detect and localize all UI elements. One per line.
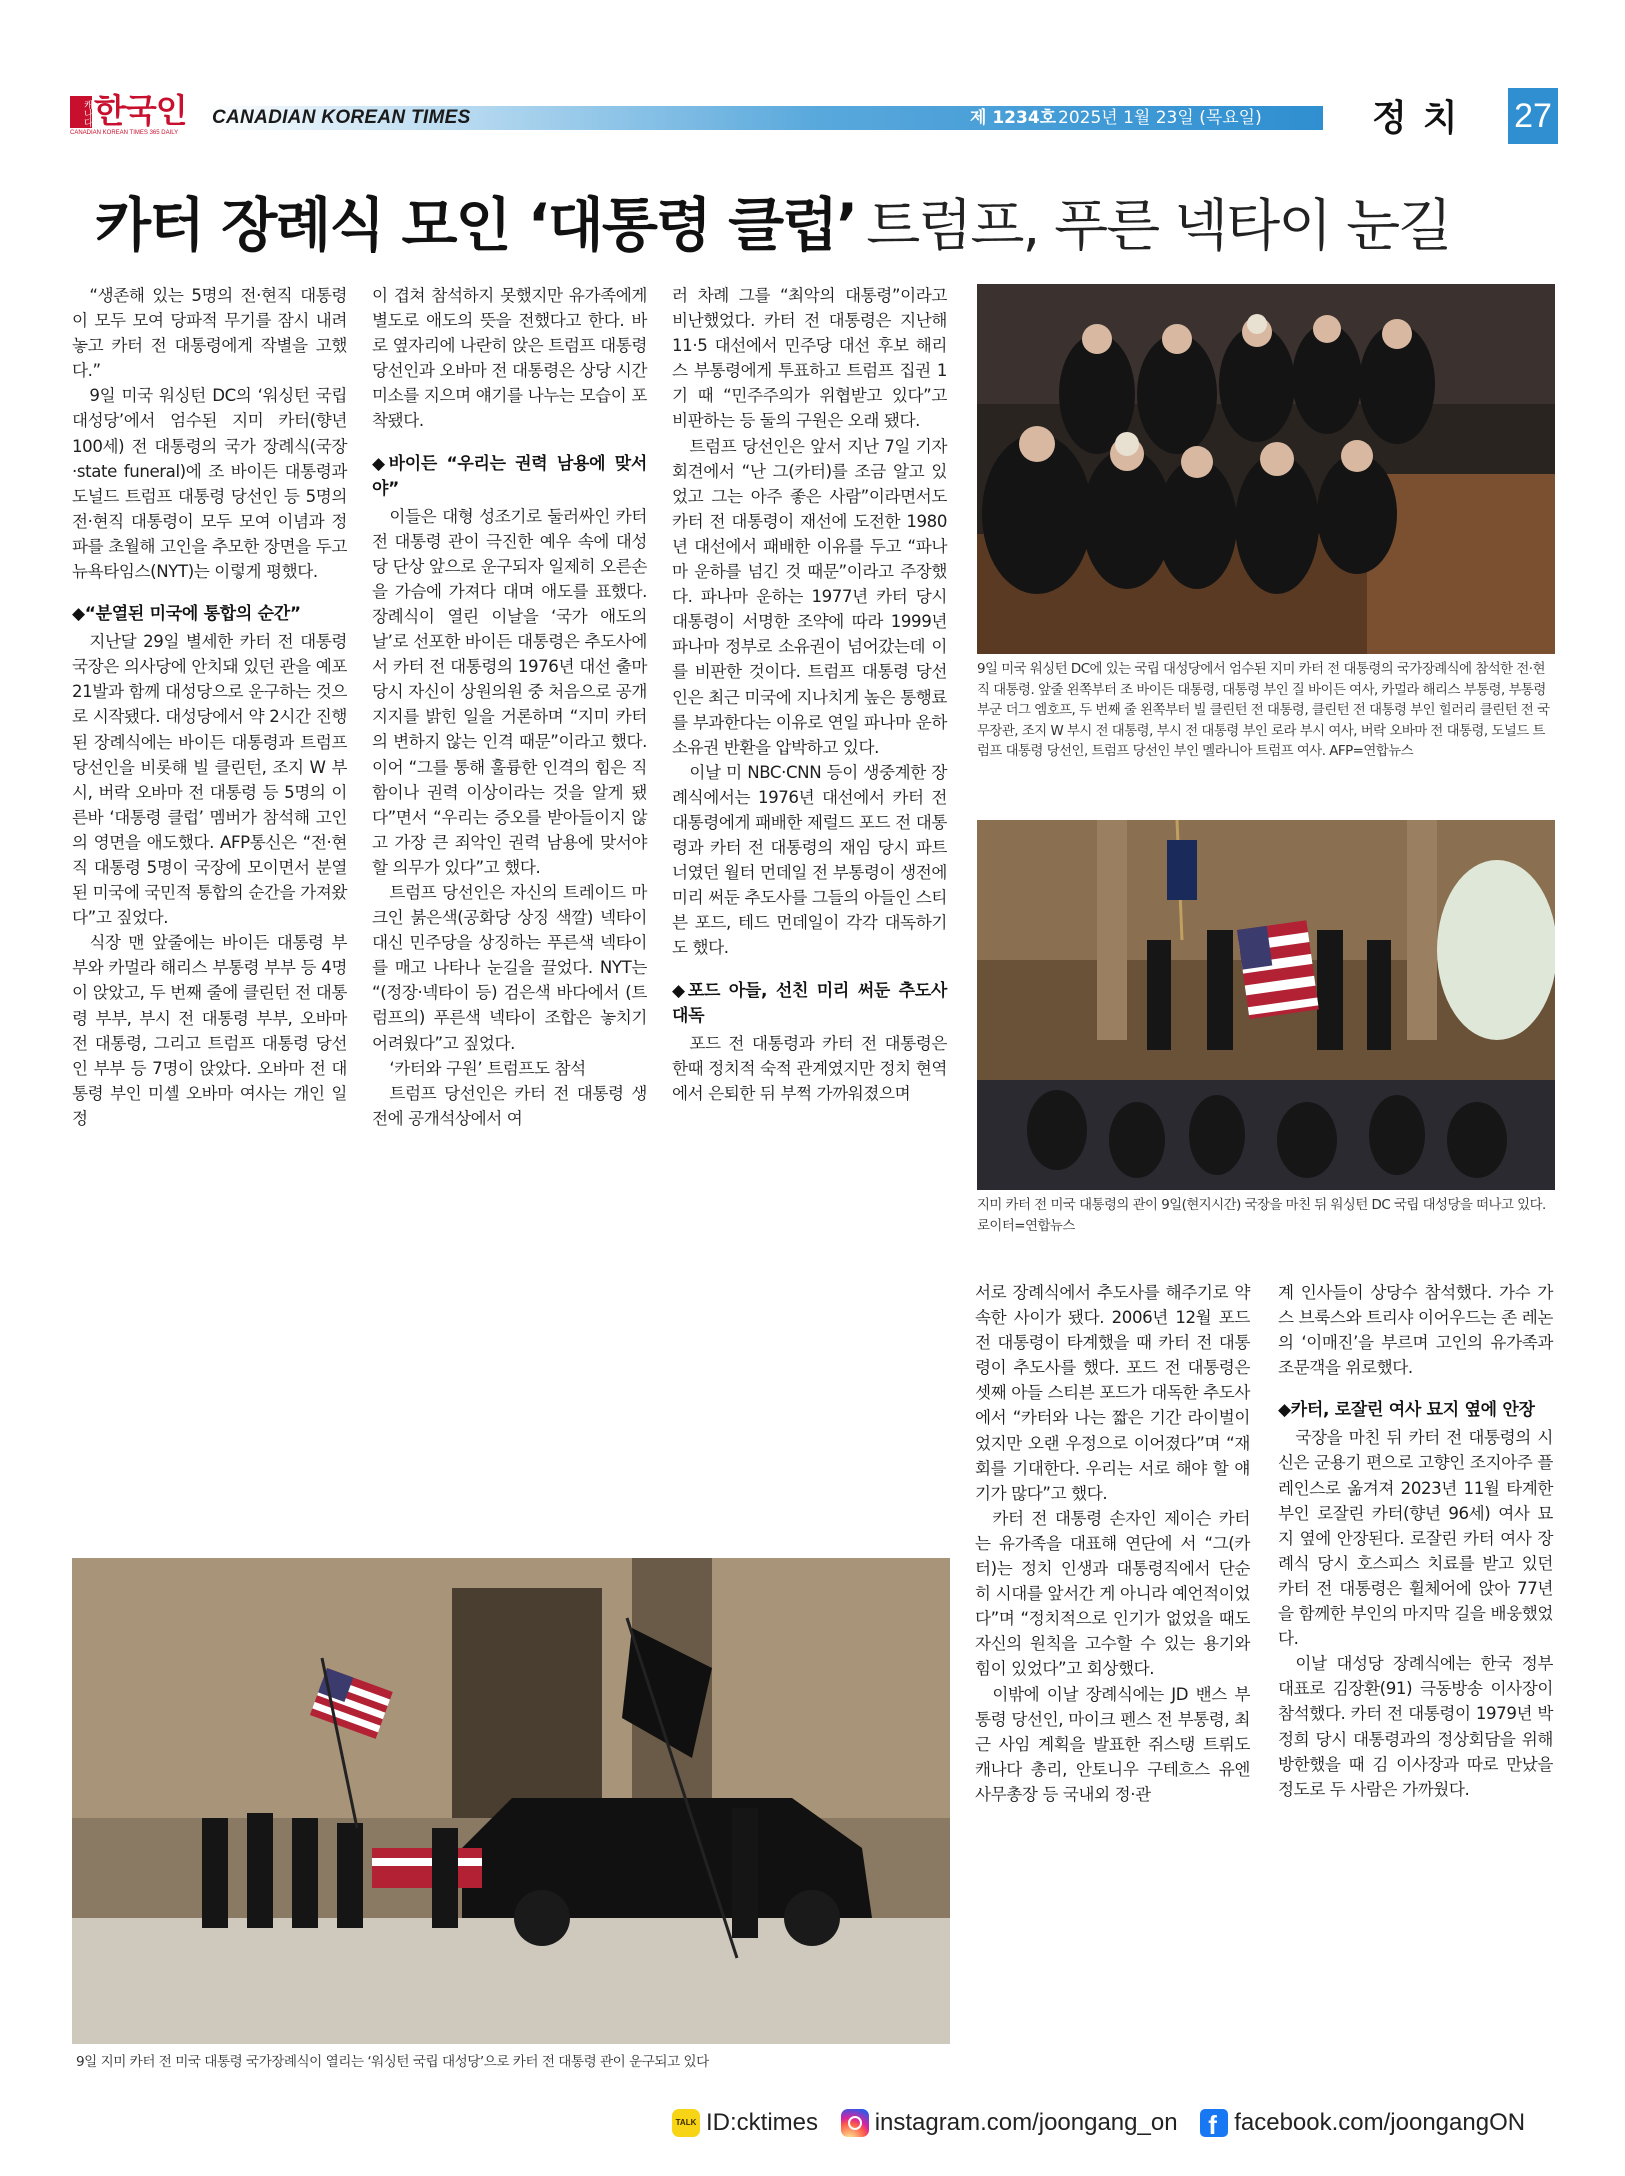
logo-badge: 캐나다: [70, 96, 92, 128]
caption-casket-cathedral: 지미 카터 전 미국 대통령의 관이 9일(현지시간) 국장을 마친 뒤 워싱턴 DC 국립 대성당을 떠나고 있다. 로이터=연합뉴스: [977, 1198, 1546, 1234]
headline: [95, 178, 1545, 262]
footer-social: [672, 2108, 1541, 2148]
section-title: 정치: [1372, 98, 1474, 139]
paragraph: 포드 전 대통령과 카터 전 대통령은 한때 정치적 숙적 관계였지만 정치 현역에서 은퇴한 뒤 부쩍 가까워졌으며: [672, 1033, 947, 1103]
paragraph: 계 인사들이 상당수 참석했다. 가수 가스 브룩스와 트리샤 이어우드는 존 레논의 ‘이매진’을 부르며 고인의 유가족과 조문객을 위로했다.: [1278, 1283, 1553, 1378]
headline-main: 카터 장례식 모인 ‘대통령 클럽’: [95, 191, 857, 259]
kakao-link[interactable]: [672, 2109, 818, 2137]
paragraph: 이 겹쳐 참석하지 못했지만 유가족에게 별도로 애도의 뜻을 전했다고 한다. 바로 옆자리에 나란히 앉은 트럼프 대통령 당선인과 오바마 전 대통령은 상당 시간 미소를 지으며 얘기를 나누는 모습이 포착됐다.: [372, 286, 647, 431]
paragraph: 서로 장례식에서 추도사를 해주기로 약속한 사이가 됐다. 2006년 12월 포드 전 대통령이 타계했을 때 카터 전 대통령이 추도사를 했다. 포드 전 대통령은 셋째 아들 스티븐 포드가 대독한 추도사에서 “카터와 나는 짧은 기간 라이벌이었지만 오랜 우정으로 이어졌다”며 “재회를 기대한다. 우리는 서로 해야 할 얘기가 많다”고 했다.: [975, 1283, 1250, 1503]
paragraph: 트럼프 당선인은 앞서 지난 7일 기자회견에서 “난 그(카터)를 조금 알고 있었고 그는 아주 좋은 사람”이라면서도 카터 전 대통령이 재선에 도전한 1980년 대선에서 패배한 이유를 두고 “파나마 운하를 넘긴 것 때문”이라고 주장했다. 파나마 운하는 1977년 카터 당시 대통령이 서명한 조약에 따라 1999년 파나마 정부로 소유권이 넘어갔는데 이를 비판한 것이다. 트럼프 대통령 당선인은 최근 미국에 지나치게 높은 통행료를 부과한다는 이유로 연일 파나마 운하 소유권 반환을 압박하고 있다.: [672, 436, 947, 757]
article-column-3: [672, 283, 947, 1106]
paragraph: 이밖에 이날 장례식에는 JD 밴스 부통령 당선인, 마이크 펜스 전 부통령, 최근 사임 계획을 발표한 쥐스탱 트뤼도 캐나다 총리, 안토니우 구테흐스 유엔 사무총장 등 국내외 정·관: [975, 1684, 1250, 1804]
paragraph: 러 차례 그를 “최악의 대통령”이라고 비난했었다. 카터 전 대통령은 지난해 11·5 대선에서 민주당 대선 후보 해리스 부통령에게 투표하고 트럼프 집권 1기 때 “민주주의가 위협받고 있다”고 비판하는 등 둘의 구원은 오래 됐다.: [672, 286, 947, 431]
photo-presidents: [977, 284, 1555, 654]
issue-number: 제 1234호: [970, 108, 1057, 128]
paragraph: 국장을 마친 뒤 카터 전 대통령의 시신은 군용기 편으로 고향인 조지아주 플레인스로 옮겨져 2023년 11월 타계한 부인 로잘린 카터(향년 96세) 여사 묘지 옆에 안장된다. 로잘린 카터 여사 장례식 당시 호스피스 치료를 받고 있던 카터 전 대통령은 휠체어에 앉아 77년을 함께한 부인의 마지막 길을 배웅했었다.: [1278, 1428, 1553, 1649]
page-number: 27: [1508, 88, 1558, 144]
instagram-icon: [841, 2109, 869, 2137]
facebook-url: facebook.com/joongangON: [1234, 2108, 1526, 2136]
facebook-icon: [1200, 2109, 1228, 2137]
paragraph: “생존해 있는 5명의 전·현직 대통령이 모두 모여 당파적 무기를 잠시 내려놓고 카터 전 대통령에게 작별을 고했다.”: [72, 286, 347, 381]
caption-hearse: 9일 지미 카터 전 미국 대통령 국가장례식이 열리는 ‘워싱턴 국립 대성당’으로 카터 전 대통령 관이 운구되고 있다: [76, 2054, 709, 2070]
facebook-link[interactable]: [1200, 2109, 1525, 2137]
headline-sub: 트럼프, 푸른 넥타이 눈길: [866, 194, 1451, 259]
kakao-id: ID:cktimes: [706, 2108, 819, 2136]
instagram-url: instagram.com/joongang_on: [874, 2108, 1178, 2136]
paragraph: 이들은 대형 성조기로 둘러싸인 카터 전 대통령 관이 극진한 예우 속에 대성당 단상 앞으로 운구되자 일제히 오른손을 가슴에 가져다 대며 애도를 표했다. 장례식이 열린 이날을 ‘국가 애도의 날’로 선포한 바이든 대통령은 추도사에서 카터 전 대통령의 1976년 대선 출마 당시 자신이 상원의원 중 처음으로 공개 지지를 밝힌 일을 거론하며 “지미 카터의 변하지 않는 인격 때문”이라고 했다. 이어 “그를 통해 훌륭한 인격의 힘은 직함이나 권력 이상이라는 것을 알게 됐다”면서 “우리는 증오를 받아들이지 않고 가장 큰 죄악인 권력 남용에 맞서야 할 의무가 있다”고 했다.: [372, 506, 647, 877]
subheading: ◆포드 아들, 선친 미리 써둔 추도사 대독: [672, 980, 947, 1026]
article-column-4: [975, 1280, 1250, 1807]
issue-date: 2025년 1월 23일 (목요일): [1058, 108, 1262, 128]
subheading: ◆바이든 “우리는 권력 남용에 맞서야”: [372, 453, 647, 499]
paragraph: 트럼프 당선인은 카터 전 대통령 생전에 공개석상에서 여: [372, 1083, 647, 1128]
paragraph: 지난달 29일 별세한 카터 전 대통령 국장은 의사당에 안치돼 있던 관을 예포 21발과 함께 대성당으로 운구하는 것으로 시작됐다. 대성당에서 약 2시간 진행된 장례식에는 바이든 대통령과 트럼프 당선인을 비롯해 빌 클린턴, 조지 W 부시, 버락 오바마 전 대통령 등 5명의 이른바 ‘대통령 클럽’ 멤버가 참석해 고인의 영면을 애도했다. AFP통신은 “전·현직 대통령 5명이 국장에 모이면서 분열된 미국에 국민적 통합의 순간을 가져왔다”고 짚었다.: [72, 632, 347, 928]
paragraph: 카터 전 대통령 손자인 제이슨 카터는 유가족을 대표해 연단에 서 “그(카터)는 정치 인생과 대통령직에서 단순히 시대를 앞서간 게 아니라 예언적이었다”며 “정치적으로 인기가 없었을 때도 자신의 원칙을 고수할 수 있는 용기와 힘이 있었다”고 회상했다.: [975, 1508, 1250, 1679]
logo-subtitle: CANADIAN KOREAN TIMES 365 DAILY: [70, 130, 179, 136]
logo-name: 한국인: [94, 91, 187, 130]
photo-casket-cathedral: [977, 820, 1555, 1190]
subheading: ◆카터, 로잘린 여사 묘지 옆에 안장: [1278, 1400, 1535, 1421]
paragraph: 트럼프 당선인은 자신의 트레이드 마크인 붉은색(공화당 상징 색깔) 넥타이 대신 민주당을 상징하는 푸른색 넥타이를 매고 나타나 눈길을 끌었다. NYT는 “(정장·넥타이 등) 검은색 바다에서 (트럼프의) 푸른색 넥타이 조합은 놓치기 어려웠다”고 짚었다.: [372, 882, 647, 1053]
paragraph: 이날 미 NBC·CNN 등이 생중계한 장례식에서는 1976년 대선에서 카터 전 대통령에게 패배한 제럴드 포드 전 대통령과 카터 전 대통령의 재임 당시 파트너였던 월터 먼데일 전 부통령이 생전에 미리 써둔 추도사를 그들의 아들인 스티븐 포드, 테드 먼데일이 각각 대독하기도 했다.: [672, 762, 947, 958]
article-column-2: [372, 283, 647, 1131]
article-column-5: [1278, 1280, 1553, 1802]
caption-presidents: 9일 미국 워싱턴 DC에 있는 국립 대성당에서 엄수된 지미 카터 전 대통령의 국가장례식에 참석한 전·현직 대통령. 앞줄 왼쪽부터 조 바이든 대통령, 대통령 부인 질 바이든 여사, 카멀라 해리스 부통령, 부통령 부군 더그 엠호프, 두 번째 줄 왼쪽부터 빌 클린턴 전 대통령, 클린턴 전 대통령 부인 힐러리 클린턴 전 국무장관, 조지 W 부시 전 대통령, 부시 전 대통령 부인 로라 부시 여사, 버락 오바마 전 대통령, 도널드 트럼프 대통령 당선인, 트럼프 당선인 부인 멜라니아 트럼프 여사. AFP=연합뉴스: [977, 662, 1550, 759]
instagram-link[interactable]: [841, 2109, 1178, 2137]
kakaotalk-icon: [672, 2109, 700, 2137]
subheading: ◆“분열된 미국에 통합의 순간”: [72, 604, 301, 625]
article-column-1: [72, 283, 347, 1131]
paragraph: ‘카터와 구원’ 트럼프도 참석: [389, 1058, 586, 1078]
paragraph: 이날 대성당 장례식에는 한국 정부 대표로 김장환(91) 극동방송 이사장이 참석했다. 카터 전 대통령이 1979년 박정희 당시 대통령과의 정상회담을 위해 방한했을 때 김 이사장과 따로 만났을 정도로 두 사람은 가까웠다.: [1278, 1654, 1553, 1799]
photo-hearse: [72, 1558, 950, 2044]
paragraph: 9일 미국 워싱턴 DC의 ‘워싱턴 국립 대성당’에서 엄수된 지미 카터(향년 100세) 전 대통령의 국가 장례식(국장·state funeral)에 조 바이든 대통령과 도널드 트럼프 대통령 당선인 등 5명의 전·현직 대통령이 모두 모여 이념과 정파를 초월해 고인을 추모한 장면을 두고 뉴욕타임스(NYT)는 이렇게 평했다.: [72, 386, 347, 582]
masthead-logo: [70, 91, 200, 136]
paragraph: 식장 맨 앞줄에는 바이든 대통령 부부와 카멀라 해리스 부통령 부부 등 4명이 앉았고, 두 번째 줄에 클린턴 전 대통령 부부, 부시 전 대통령 부부, 오바마 전 대통령, 그리고 트럼프 대통령 당선인 부부 등 7명이 앉았다. 오바마 전 대통령 부인 미셸 오바마 여사는 개인 일정: [72, 933, 347, 1128]
paper-name: CANADIAN KOREAN TIMES: [212, 107, 471, 128]
